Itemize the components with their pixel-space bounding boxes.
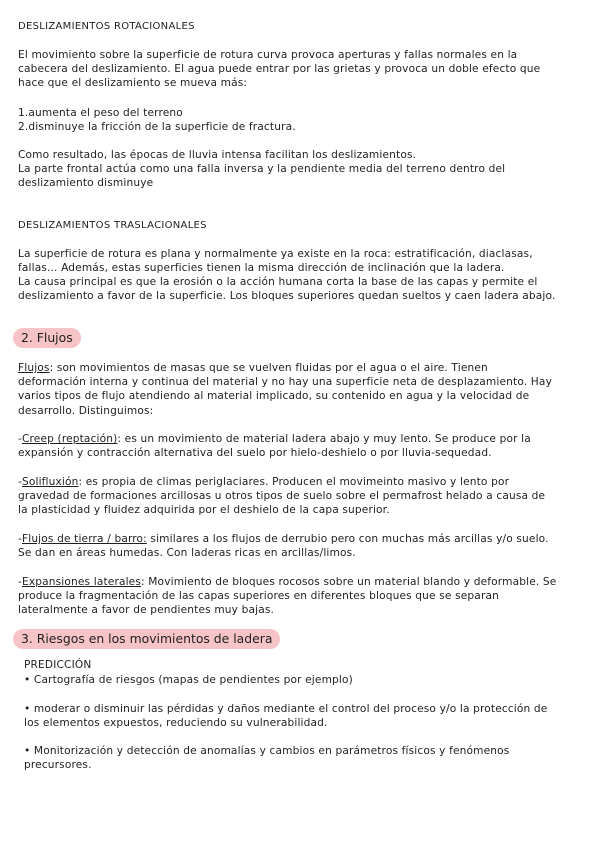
paragraph-traslacionales-causa: La causa principal es que la erosión o la acción humana corta la base de las capas y permite el deslizamiento a favor de la superficie. Los bloques superiores quedan sueltos y caen ladera abajo. bbox=[18, 276, 556, 303]
section-title-riesgos: 3. Riesgos en los movimientos de ladera bbox=[13, 629, 280, 649]
section-title-flujos: 2. Flujos bbox=[13, 328, 81, 348]
term-flujos-tierra: Flujos de tierra / barro: bbox=[21, 533, 147, 545]
text-solifluxion: : es propia de climas periglaciares. Producen el movimeinto masivo y lento por gravedad de formaciones arcillosas u otros tipos de suelo sobre el permafrost helado a causa de la plasticidad y fluidez adquirida por el deshielo de la capa superior. bbox=[18, 476, 549, 517]
dash: - bbox=[18, 433, 22, 445]
list-item-1: 1.aumenta el peso del terreno bbox=[18, 107, 183, 119]
paragraph-flujos-intro bbox=[18, 361, 558, 418]
dash: - bbox=[18, 533, 22, 545]
bullet-monitorizacion: • Monitorización y detección de anomalías y cambios en parámetros físicos y fenómenos precursores. bbox=[24, 745, 513, 772]
bullet-moderar: • moderar o disminuir las pérdidas y daños mediante el control del proceso y/o la protección de los elementos expuestos, reduciendo su vulnerabilidad. bbox=[24, 703, 551, 730]
paragraph-creep bbox=[18, 432, 558, 460]
section-heading-rotacionales: DESLIZAMIENTOS ROTACIONALES bbox=[18, 21, 195, 32]
text-flujos: : son movimientos de masas que se vuelven fluidas por el agua o el aire. Tienen deformación interna y continua del material y no hay una superficie neta de desplazamiento. Hay varios tipos de flujo atendiendo al material implicado, su contenido en agua y la velocidad de desarrollo. Distinguimos: bbox=[18, 362, 556, 417]
text-flujos-tierra: similares a los flujos de derrubio pero con muchas más arcillas y/o suelo. Se dan en áreas humedas. Con laderas ricas en arcillas/limos. bbox=[18, 533, 553, 560]
bullet-cartografia: • Cartografía de riesgos (mapas de pendientes por ejemplo) bbox=[24, 674, 353, 686]
list-item-2: 2.disminuye la fricción de la superficie de fractura. bbox=[18, 121, 296, 133]
paragraph-rotacionales-intro: El movimiento sobre la superficie de rotura curva provoca aperturas y fallas normales en la cabecera del deslizamiento. El agua puede entrar por las grietas y provoca un doble efecto que hace que el deslizamiento se mueva más: bbox=[18, 49, 544, 90]
text-expansiones: : Movimiento de bloques rocosos sobre un material blando y deformable. Se produce la fragmentación de las capas superiores en diferentes bloques que se separan lateralmente a favor de pendientes muy bajas. bbox=[18, 576, 560, 617]
term-expansiones: Expansiones laterales bbox=[21, 576, 142, 588]
paragraph-flujos-tierra bbox=[18, 532, 558, 560]
text-creep: : es un movimiento de material ladera abajo y muy lento. Se produce por la expansión y contracción alternativa del suelo por hielo-deshielo o por lluvia-sequedad. bbox=[18, 433, 535, 460]
section-heading-traslacionales: DESLIZAMIENTOS TRASLACIONALES bbox=[18, 220, 207, 231]
dash: - bbox=[18, 576, 22, 588]
paragraph-traslacionales-intro: La superficie de rotura es plana y normalmente ya existe en la roca: estratificación, diaclasas, fallas... Además, estas superficies tienen la misma dirección de inclinación que la ladera. bbox=[18, 248, 537, 275]
term-solifluxion: Solifluxión bbox=[21, 476, 79, 488]
dash: - bbox=[18, 476, 22, 488]
paragraph-parte-frontal: La parte frontal actúa como una falla inversa y la pendiente media del terreno dentro del deslizamiento disminuye bbox=[18, 163, 509, 190]
term-creep: Creep (reptación) bbox=[21, 433, 118, 445]
paragraph-resultado: Como resultado, las épocas de lluvia intensa facilitan los deslizamientos. bbox=[18, 149, 417, 161]
subheading-prediccion: PREDICCIÓN bbox=[24, 659, 92, 671]
paragraph-expansiones bbox=[18, 575, 558, 618]
term-flujos: Flujos bbox=[18, 362, 50, 374]
paragraph-solifluxion bbox=[18, 475, 558, 518]
